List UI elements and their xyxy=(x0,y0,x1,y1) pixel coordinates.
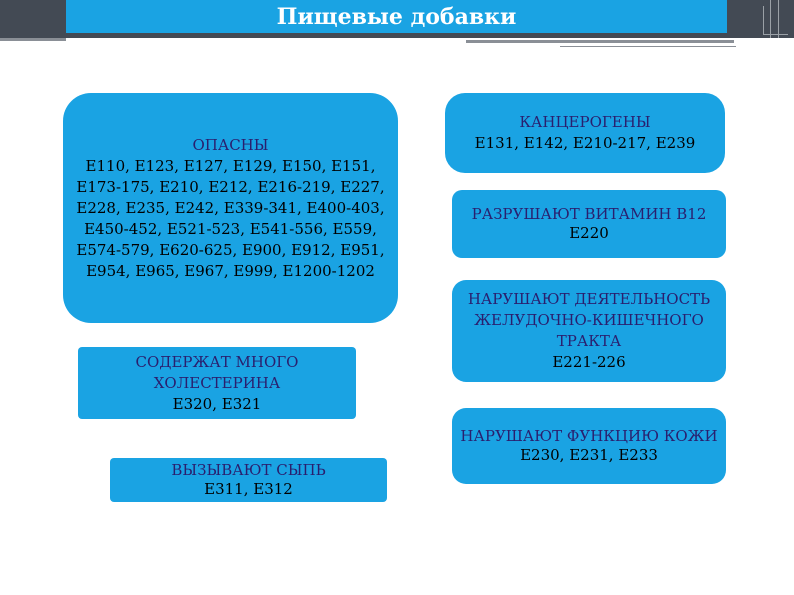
carcinogens-box xyxy=(445,93,725,173)
additive-codes: Е110, Е123, Е127, Е129, Е150, Е151, Е173-175, Е210, Е212, Е216-219, Е227, Е228, Е235, Е242, Е339-341, Е400-403, Е450-452, Е521-523, Е541-556, Е559, Е574-579, Е620-625, Е900, Е912, Е951, Е954, Е965, Е967, Е999, Е1200-1202 xyxy=(76,156,385,280)
decorative-line xyxy=(778,0,779,38)
box-heading: НАРУШАЮТ ФУНКЦИЮ КОЖИ xyxy=(460,427,718,445)
dangerous-additives-box xyxy=(63,93,398,323)
cholesterol-box xyxy=(78,347,356,419)
box-heading: НАРУШАЮТ ДЕЯТЕЛЬНОСТЬ ЖЕЛУДОЧНО-КИШЕЧНОГО ТРАКТА xyxy=(467,290,711,350)
decorative-line xyxy=(560,46,736,47)
box-heading: КАНЦЕРОГЕНЫ xyxy=(519,113,651,131)
additive-codes: Е221-226 xyxy=(552,353,626,371)
decorative-line xyxy=(466,40,734,43)
box-heading: РАЗРУШАЮТ ВИТАМИН В12 xyxy=(471,205,707,223)
skin-function-box xyxy=(452,408,726,484)
gastrointestinal-box xyxy=(452,280,726,382)
slide-title: Пищевые добавки xyxy=(66,0,727,33)
decorative-line xyxy=(0,38,66,41)
box-heading: СОДЕРЖАТ МНОГО ХОЛЕСТЕРИНА xyxy=(135,352,299,392)
additive-codes: Е131, Е142, Е210-217, Е239 xyxy=(474,134,696,152)
decorative-frame xyxy=(763,6,788,35)
box-heading: ВЫЗЫВАЮТ СЫПЬ xyxy=(171,461,326,479)
box-heading: ОПАСНЫ xyxy=(192,135,269,154)
additive-codes: Е220 xyxy=(569,224,609,242)
vitamin-destroying-box xyxy=(452,190,726,258)
additive-codes: Е230, Е231, Е233 xyxy=(520,446,658,464)
rash-box xyxy=(110,458,387,502)
decorative-line xyxy=(770,0,771,38)
additive-codes: Е311, Е312 xyxy=(204,480,293,498)
additive-codes: Е320, Е321 xyxy=(172,394,262,413)
